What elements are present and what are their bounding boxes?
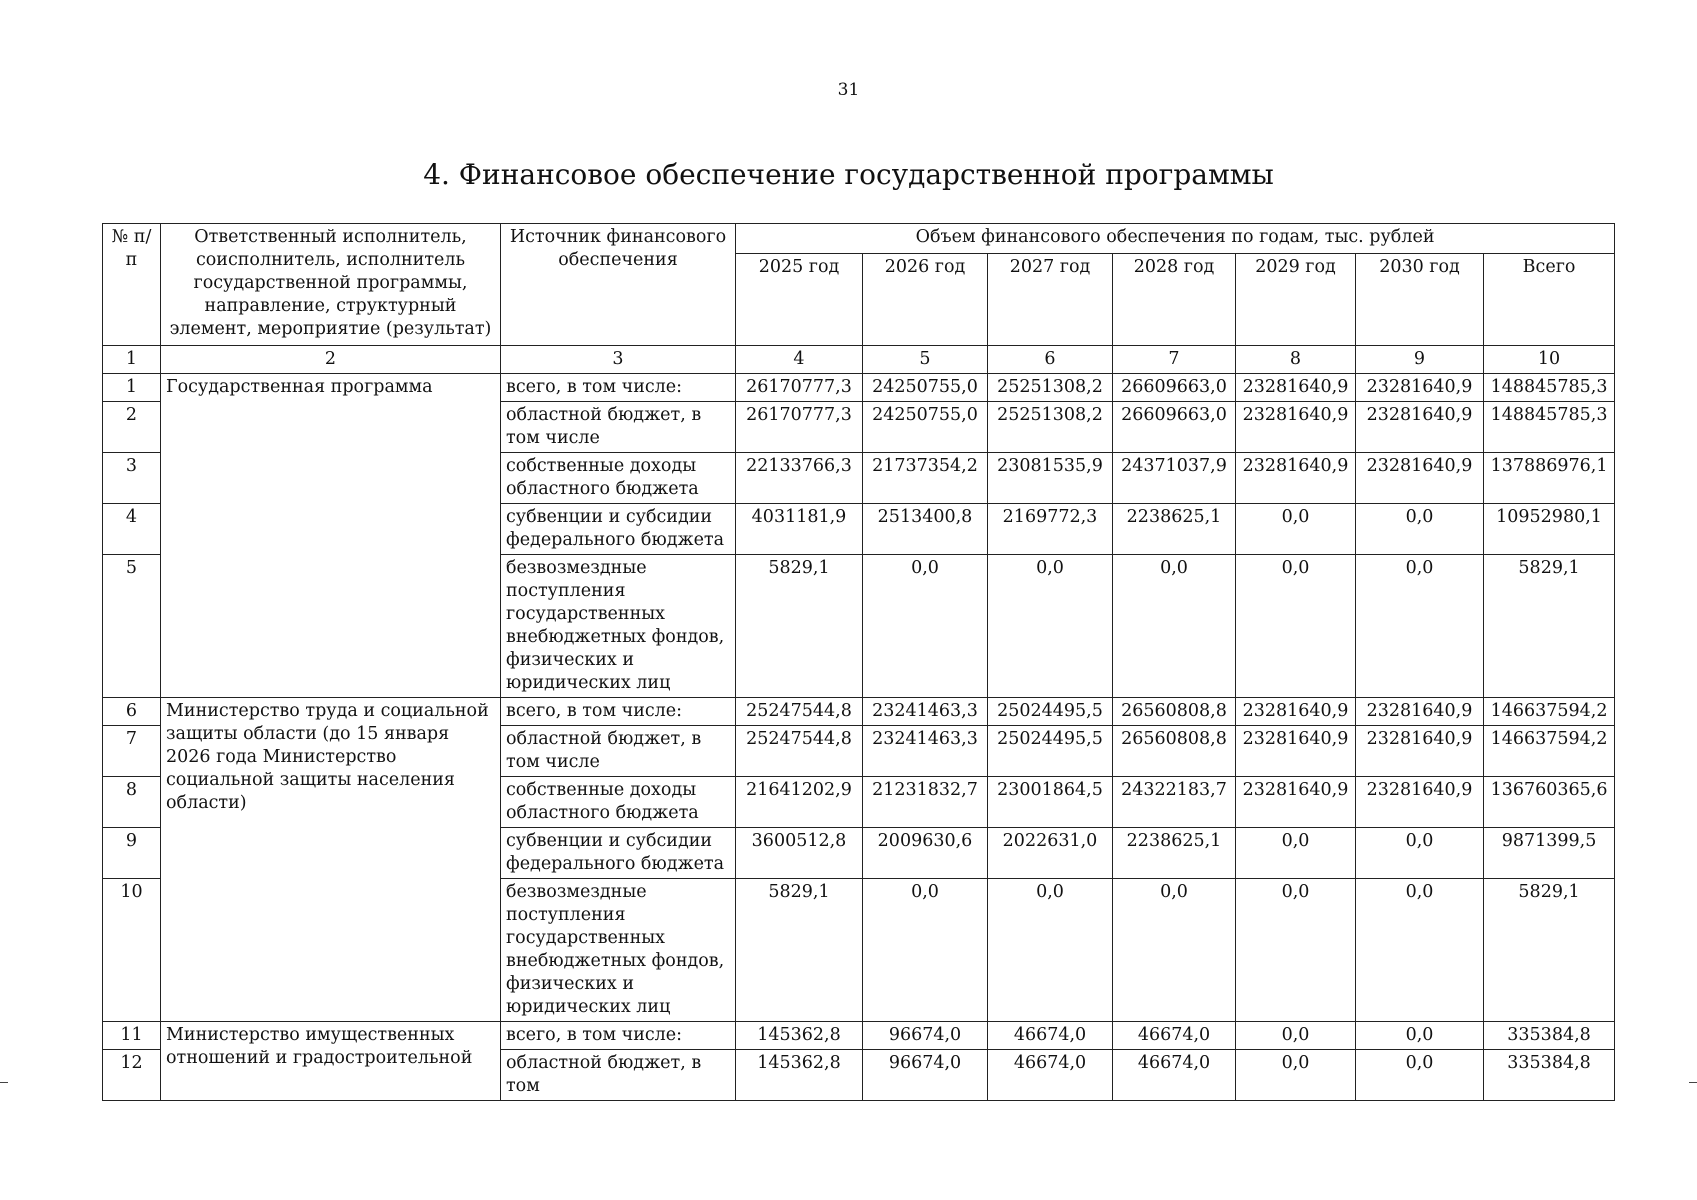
year-value: 24250755,0 xyxy=(863,402,988,453)
year-value: 0,0 xyxy=(988,879,1113,1022)
year-value: 21641202,9 xyxy=(736,777,863,828)
source-cell: собственные доходы областного бюджета xyxy=(501,453,736,504)
table-body xyxy=(103,374,1615,1101)
column-number: 2 xyxy=(161,346,501,374)
column-number: 8 xyxy=(1236,346,1356,374)
year-value: 21737354,2 xyxy=(863,453,988,504)
year-value: 0,0 xyxy=(1236,1022,1356,1050)
year-value: 2238625,1 xyxy=(1113,504,1236,555)
source-cell: всего, в том числе: xyxy=(501,374,736,402)
header-executor: Ответственный исполнитель, соисполнитель, исполнитель государственной программы, направление, структурный элемент, мероприятие (результат) xyxy=(161,224,501,346)
year-value: 0,0 xyxy=(1236,828,1356,879)
row-number: 6 xyxy=(103,698,161,726)
source-cell: безвозмездные поступления государственных внебюджетных фондов, физических и юридических лиц xyxy=(501,879,736,1022)
header-year: 2027 год xyxy=(988,254,1113,346)
year-value: 23281640,9 xyxy=(1356,402,1484,453)
total-value: 136760365,6 xyxy=(1484,777,1615,828)
year-value: 26609663,0 xyxy=(1113,402,1236,453)
source-cell: безвозмездные поступления государственных внебюджетных фондов, физических и юридических лиц xyxy=(501,555,736,698)
year-value: 0,0 xyxy=(863,555,988,698)
year-value: 25024495,5 xyxy=(988,698,1113,726)
year-value: 46674,0 xyxy=(988,1022,1113,1050)
source-cell: областной бюджет, в том числе xyxy=(501,402,736,453)
year-value: 23241463,3 xyxy=(863,726,988,777)
year-value: 0,0 xyxy=(1356,828,1484,879)
year-value: 23281640,9 xyxy=(1236,726,1356,777)
row-number: 12 xyxy=(103,1050,161,1101)
year-value: 5829,1 xyxy=(736,555,863,698)
year-value: 21231832,7 xyxy=(863,777,988,828)
year-value: 25024495,5 xyxy=(988,726,1113,777)
year-value: 145362,8 xyxy=(736,1050,863,1101)
column-number: 3 xyxy=(501,346,736,374)
year-value: 23281640,9 xyxy=(1236,698,1356,726)
header-year: 2029 год xyxy=(1236,254,1356,346)
row-number: 10 xyxy=(103,879,161,1022)
year-value: 23281640,9 xyxy=(1356,698,1484,726)
year-value: 4031181,9 xyxy=(736,504,863,555)
year-value: 0,0 xyxy=(1236,504,1356,555)
column-number: 9 xyxy=(1356,346,1484,374)
total-value: 10952980,1 xyxy=(1484,504,1615,555)
year-value: 26170777,3 xyxy=(736,374,863,402)
year-value: 23281640,9 xyxy=(1236,402,1356,453)
year-value: 96674,0 xyxy=(863,1050,988,1101)
column-number: 7 xyxy=(1113,346,1236,374)
year-value: 23281640,9 xyxy=(1356,374,1484,402)
edge-mark-right xyxy=(1689,1082,1697,1083)
row-number: 4 xyxy=(103,504,161,555)
year-value: 2022631,0 xyxy=(988,828,1113,879)
total-value: 146637594,2 xyxy=(1484,726,1615,777)
year-value: 0,0 xyxy=(1236,1050,1356,1101)
source-cell: областной бюджет, в том числе xyxy=(501,726,736,777)
year-value: 0,0 xyxy=(1356,1050,1484,1101)
year-value: 46674,0 xyxy=(988,1050,1113,1101)
year-value: 0,0 xyxy=(1356,555,1484,698)
year-value: 26560808,8 xyxy=(1113,698,1236,726)
year-value: 0,0 xyxy=(1236,879,1356,1022)
total-value: 5829,1 xyxy=(1484,555,1615,698)
year-value: 0,0 xyxy=(1356,1022,1484,1050)
year-value: 2513400,8 xyxy=(863,504,988,555)
year-value: 25247544,8 xyxy=(736,698,863,726)
year-value: 23281640,9 xyxy=(1236,777,1356,828)
year-value: 25251308,2 xyxy=(988,374,1113,402)
year-value: 0,0 xyxy=(863,879,988,1022)
executor-cell: Министерство имущественных отношений и градостроительной xyxy=(161,1022,501,1101)
year-value: 23001864,5 xyxy=(988,777,1113,828)
year-value: 26609663,0 xyxy=(1113,374,1236,402)
year-value: 0,0 xyxy=(1356,504,1484,555)
total-value: 146637594,2 xyxy=(1484,698,1615,726)
document-title: 4. Финансовое обеспечение государственной программы xyxy=(423,158,1274,191)
year-value: 23281640,9 xyxy=(1356,777,1484,828)
year-value: 22133766,3 xyxy=(736,453,863,504)
row-number: 3 xyxy=(103,453,161,504)
source-cell: субвенции и субсидии федерального бюджета xyxy=(501,828,736,879)
total-value: 9871399,5 xyxy=(1484,828,1615,879)
column-number: 4 xyxy=(736,346,863,374)
total-value: 137886976,1 xyxy=(1484,453,1615,504)
year-value: 0,0 xyxy=(1113,879,1236,1022)
executor-cell: Министерство труда и социальной защиты области (до 15 января 2026 года Министерство социальной защиты населения области) xyxy=(161,698,501,1022)
total-value: 148845785,3 xyxy=(1484,402,1615,453)
row-number: 2 xyxy=(103,402,161,453)
column-number: 1 xyxy=(103,346,161,374)
source-cell: всего, в том числе: xyxy=(501,698,736,726)
year-value: 0,0 xyxy=(1113,555,1236,698)
column-number: 10 xyxy=(1484,346,1615,374)
source-cell: областной бюджет, в том xyxy=(501,1050,736,1101)
column-number: 5 xyxy=(863,346,988,374)
header-total: Всего xyxy=(1484,254,1615,346)
year-value: 23281640,9 xyxy=(1236,453,1356,504)
total-value: 5829,1 xyxy=(1484,879,1615,1022)
year-value: 26560808,8 xyxy=(1113,726,1236,777)
header-volume: Объем финансового обеспечения по годам, тыс. рублей xyxy=(736,224,1615,254)
total-value: 335384,8 xyxy=(1484,1022,1615,1050)
year-value: 23281640,9 xyxy=(1356,726,1484,777)
year-value: 24322183,7 xyxy=(1113,777,1236,828)
year-value: 2009630,6 xyxy=(863,828,988,879)
row-number: 7 xyxy=(103,726,161,777)
year-value: 0,0 xyxy=(988,555,1113,698)
page-number: 31 xyxy=(837,80,860,100)
row-number: 9 xyxy=(103,828,161,879)
table-row xyxy=(103,1022,1615,1050)
edge-mark-left xyxy=(0,1082,8,1083)
year-value: 2238625,1 xyxy=(1113,828,1236,879)
year-value: 25251308,2 xyxy=(988,402,1113,453)
year-value: 2169772,3 xyxy=(988,504,1113,555)
year-value: 23281640,9 xyxy=(1236,374,1356,402)
header-year: 2030 год xyxy=(1356,254,1484,346)
table-row xyxy=(103,374,1615,402)
source-cell: собственные доходы областного бюджета xyxy=(501,777,736,828)
financing-table xyxy=(102,223,1615,1101)
year-value: 24250755,0 xyxy=(863,374,988,402)
total-value: 335384,8 xyxy=(1484,1050,1615,1101)
row-number: 8 xyxy=(103,777,161,828)
header-no: № п/п xyxy=(103,224,161,346)
year-value: 46674,0 xyxy=(1113,1050,1236,1101)
table-row xyxy=(103,698,1615,726)
header-year: 2025 год xyxy=(736,254,863,346)
row-number: 11 xyxy=(103,1022,161,1050)
total-value: 148845785,3 xyxy=(1484,374,1615,402)
year-value: 0,0 xyxy=(1236,555,1356,698)
executor-cell: Государственная программа xyxy=(161,374,501,698)
year-value: 23081535,9 xyxy=(988,453,1113,504)
column-number: 6 xyxy=(988,346,1113,374)
header-year: 2028 год xyxy=(1113,254,1236,346)
year-value: 145362,8 xyxy=(736,1022,863,1050)
source-cell: всего, в том числе: xyxy=(501,1022,736,1050)
row-number: 5 xyxy=(103,555,161,698)
header-source: Источник финансового обеспечения xyxy=(501,224,736,346)
year-value: 24371037,9 xyxy=(1113,453,1236,504)
year-value: 23241463,3 xyxy=(863,698,988,726)
year-value: 3600512,8 xyxy=(736,828,863,879)
year-value: 5829,1 xyxy=(736,879,863,1022)
year-value: 23281640,9 xyxy=(1356,453,1484,504)
year-value: 96674,0 xyxy=(863,1022,988,1050)
source-cell: субвенции и субсидии федерального бюджета xyxy=(501,504,736,555)
row-number: 1 xyxy=(103,374,161,402)
year-value: 0,0 xyxy=(1356,879,1484,1022)
year-value: 46674,0 xyxy=(1113,1022,1236,1050)
header-year: 2026 год xyxy=(863,254,988,346)
year-value: 25247544,8 xyxy=(736,726,863,777)
year-value: 26170777,3 xyxy=(736,402,863,453)
